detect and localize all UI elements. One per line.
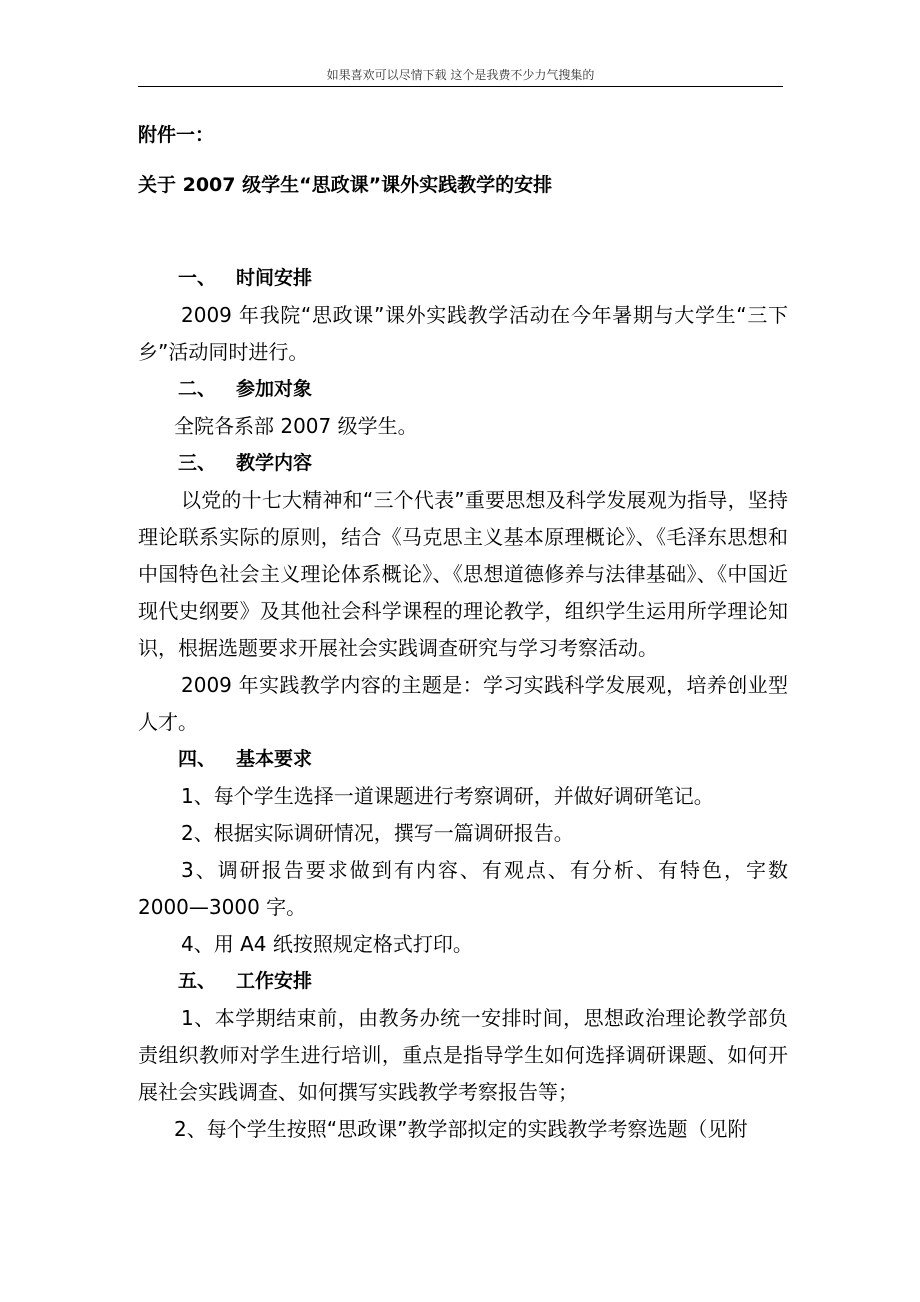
attachment-label: 附件一： xyxy=(138,124,215,146)
paragraph: 全院各系部 2007 级学生。 xyxy=(174,414,418,438)
section-heading-content xyxy=(138,445,788,482)
section-number: 四、 xyxy=(178,748,217,770)
paragraph: 1、每个学生选择一道课题进行考察调研，并做好调研笔记。 xyxy=(181,784,714,808)
section-title: 参加对象 xyxy=(236,378,313,400)
section-title: 工作安排 xyxy=(236,970,313,992)
document-title: 关于 2007 级学生“思政课”课外实践教学的安排 xyxy=(138,174,553,196)
paragraph: 2009 年实践教学内容的主题是：学习实践科学发展观，培养创业型人才。 xyxy=(138,673,788,734)
section-number: 二、 xyxy=(178,378,217,400)
paragraph: 4、用 A4 纸按照规定格式打印。 xyxy=(181,932,473,956)
section-heading-requirements xyxy=(138,741,788,778)
page-header xyxy=(138,62,783,87)
document-sections xyxy=(138,260,788,1148)
section-heading-participants xyxy=(138,371,788,408)
paragraph: 1、本学期结束前，由教务办统一安排时间，思想政治理论教学部负责组织教师对学生进行培训，重点是指导学生如何选择调研课题、如何开展社会实践调查、如何撰写实践教学考察报告等； xyxy=(138,1006,788,1104)
paragraph: 3、调研报告要求做到有内容、有观点、有分析、有特色，字数 2000—3000 字。 xyxy=(138,858,788,919)
paragraph: 以党的十七大精神和“三个代表”重要思想及科学发展观为指导，坚持理论联系实际的原则，结合《马克思主义基本原理概论》、《毛泽东思想和中国特色社会主义理论体系概论》、《思想道德修养与法律基础》、《中国近现代史纲要》及其他社会科学课程的理论教学，组织学生运用所学理论知识，根据选题要求开展社会实践调查研究与学习考察活动。 xyxy=(138,488,788,660)
section-number: 五、 xyxy=(178,970,217,992)
section-title: 时间安排 xyxy=(236,267,313,289)
section-title: 基本要求 xyxy=(236,748,313,770)
section-number: 一、 xyxy=(178,267,217,289)
paragraph: 2、根据实际调研情况，撰写一篇调研报告。 xyxy=(181,821,574,845)
header-text: 如果喜欢可以尽情下载 这个是我费不少力气搜集的 xyxy=(326,68,595,82)
section-heading-time xyxy=(138,260,788,297)
section-number: 三、 xyxy=(178,452,217,474)
paragraph: 2009 年我院“思政课”课外实践教学活动在今年暑期与大学生“三下乡”活动同时进行。 xyxy=(138,303,788,364)
section-title: 教学内容 xyxy=(236,452,313,474)
section-heading-work-arrangement xyxy=(138,963,788,1000)
paragraph: 2、每个学生按照“思政课”教学部拟定的实践教学考察选题（见附 xyxy=(174,1117,748,1141)
